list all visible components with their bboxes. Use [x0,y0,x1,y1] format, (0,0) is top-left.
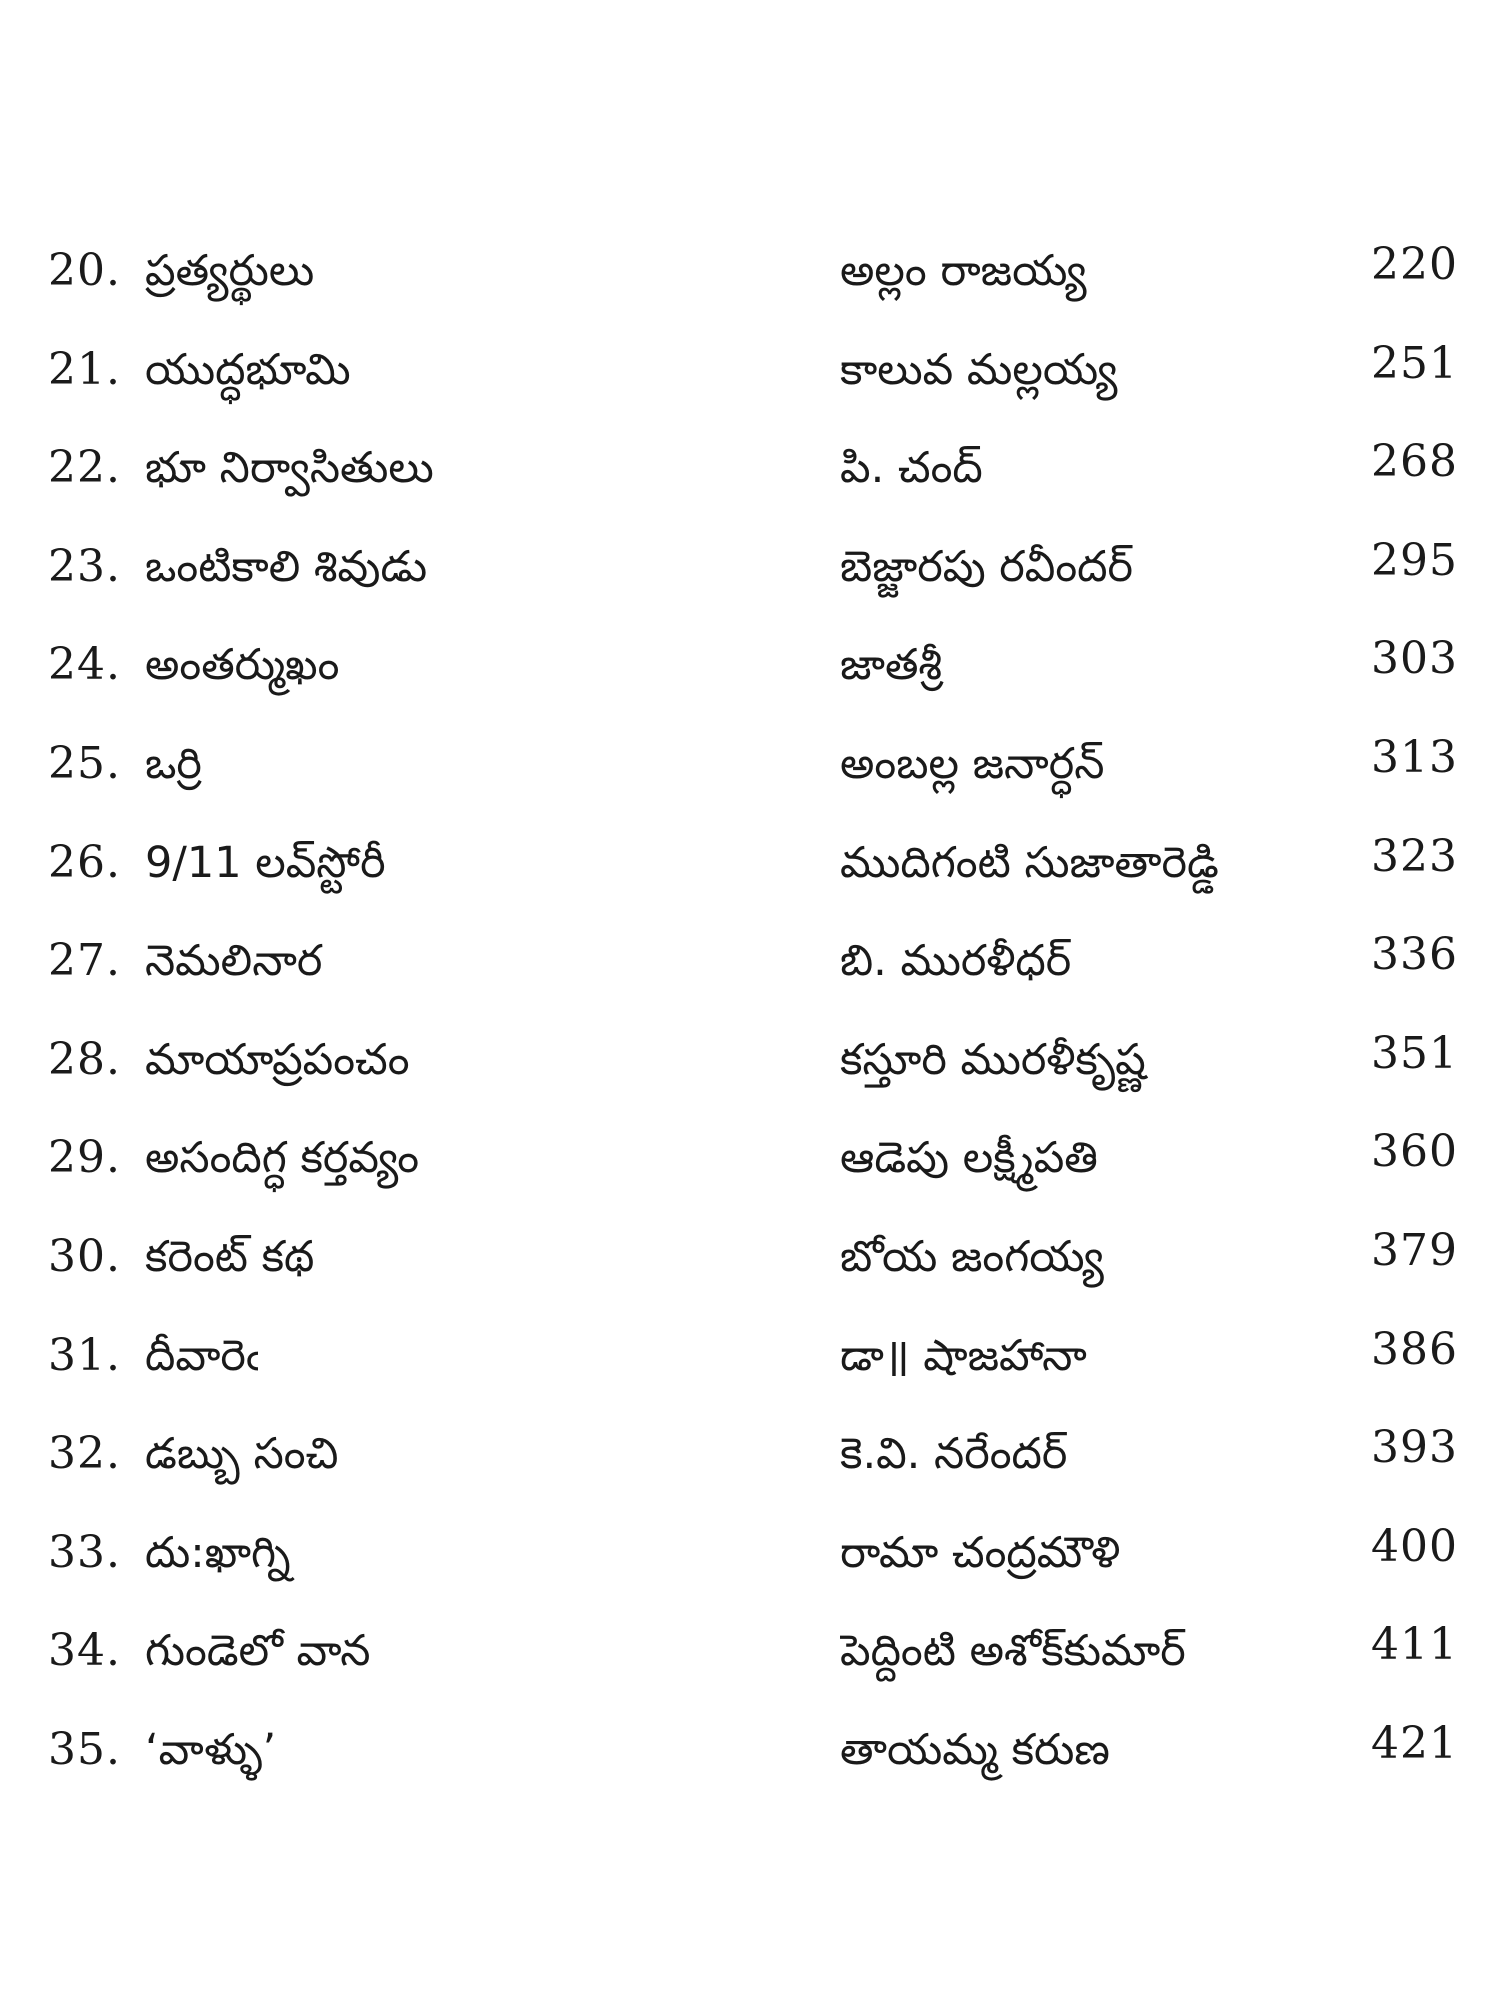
story-author: కె.వి. నరేందర్ [840,1429,1068,1480]
toc-row [0,1025,1500,1124]
story-title: అసందిగ్ధ కర్తవ్యం [145,1133,420,1184]
story-author: అల్లం రాజయ్య [840,246,1087,296]
page-number: 220 [1371,239,1458,290]
toc-row [0,828,1500,927]
entry-number: 22. [48,442,121,494]
entry-number: 34. [48,1625,121,1677]
toc-row [0,335,1500,434]
toc-row [0,729,1500,828]
story-title: ప్రత్యర్థులు [145,246,315,296]
story-title: యుద్ధభూమి [145,344,351,395]
toc-row [0,532,1500,631]
story-author: రామా చంద్రమౌళి [840,1527,1121,1578]
page-number: 351 [1371,1027,1458,1079]
entry-number: 29. [48,1132,121,1184]
story-title: భూ నిర్వాసితులు [145,443,434,494]
entry-number: 30. [48,1230,121,1282]
story-title: ఒంటికాలి శివుడు [145,541,428,592]
entry-number: 33. [48,1526,121,1578]
toc-row [0,1715,1500,1814]
story-title: 9/11 లవ్‌స్టోరీ [145,837,386,888]
entry-number: 28. [48,1033,121,1085]
story-title: కరెంట్ కథ [145,1231,315,1282]
story-author: బెజ్జారపు రవీందర్ [840,541,1134,592]
toc-row [0,1616,1500,1715]
page-number: 400 [1371,1520,1458,1572]
toc-row [0,1222,1500,1321]
toc-row [0,926,1500,1025]
story-title: డబ్బు సంచి [145,1429,339,1480]
story-title: దీవారెఁ [145,1330,259,1381]
toc-row [0,1123,1500,1222]
story-title: అంతర్ముఖం [145,640,340,691]
entry-number: 31. [48,1329,121,1381]
entry-number: 20. [48,245,121,296]
page-number: 386 [1371,1323,1458,1375]
story-title: ‘వాళ్ళు’ [145,1724,277,1775]
toc-row [0,1321,1500,1420]
entry-number: 27. [48,935,121,987]
toc-row [0,236,1500,335]
story-author: కస్తూరి మురళీకృష్ణ [840,1034,1146,1085]
story-author: ముదిగంటి సుజాతారెడ్డి [840,837,1219,888]
entry-number: 26. [48,836,121,888]
toc-row [0,1419,1500,1518]
page-number: 295 [1371,534,1458,586]
page-number: 360 [1371,1126,1458,1178]
story-title: మాయాప్రపంచం [145,1034,410,1085]
story-author: పి. చంద్ [840,443,983,494]
page-number: 251 [1371,337,1458,389]
entry-number: 23. [48,540,121,592]
toc-row [0,433,1500,532]
story-author: డా॥ షాజహానా [840,1330,1087,1381]
entry-number: 24. [48,639,121,691]
story-title: నెమలినార [145,936,323,987]
story-author: తాయమ్మ కరుణ [840,1724,1110,1775]
story-author: పెద్దింటి అశోక్‌కుమార్ [840,1626,1186,1677]
table-of-contents [0,236,1500,1814]
page-number: 379 [1371,1224,1458,1276]
story-author: అంబల్ల జనార్ధన్ [840,738,1105,789]
entry-number: 32. [48,1428,121,1480]
story-title: దు:ఖాగ్ని [145,1527,291,1578]
page-number: 313 [1371,731,1458,783]
story-author: బి. మురళీధర్ [840,936,1072,987]
entry-number: 25. [48,737,121,789]
page-number: 393 [1371,1422,1458,1474]
page-number: 421 [1371,1717,1458,1769]
story-title: గుండెలో వాన [145,1626,371,1677]
page-number: 411 [1371,1619,1458,1671]
story-title: ఒర్రి [145,738,202,789]
story-author: ఆడెపు లక్ష్మీపతి [840,1133,1098,1184]
toc-row [0,630,1500,729]
page-number: 268 [1371,436,1458,488]
page-number: 323 [1371,830,1458,882]
page-number: 336 [1371,929,1458,981]
toc-row [0,1518,1500,1617]
story-author: కాలువ మల్లయ్య [840,344,1118,395]
story-author: జాతశ్రీ [840,640,943,691]
entry-number: 21. [48,343,121,395]
page-number: 303 [1371,633,1458,685]
story-author: బోయ జంగయ్య [840,1231,1104,1282]
entry-number: 35. [48,1723,121,1775]
